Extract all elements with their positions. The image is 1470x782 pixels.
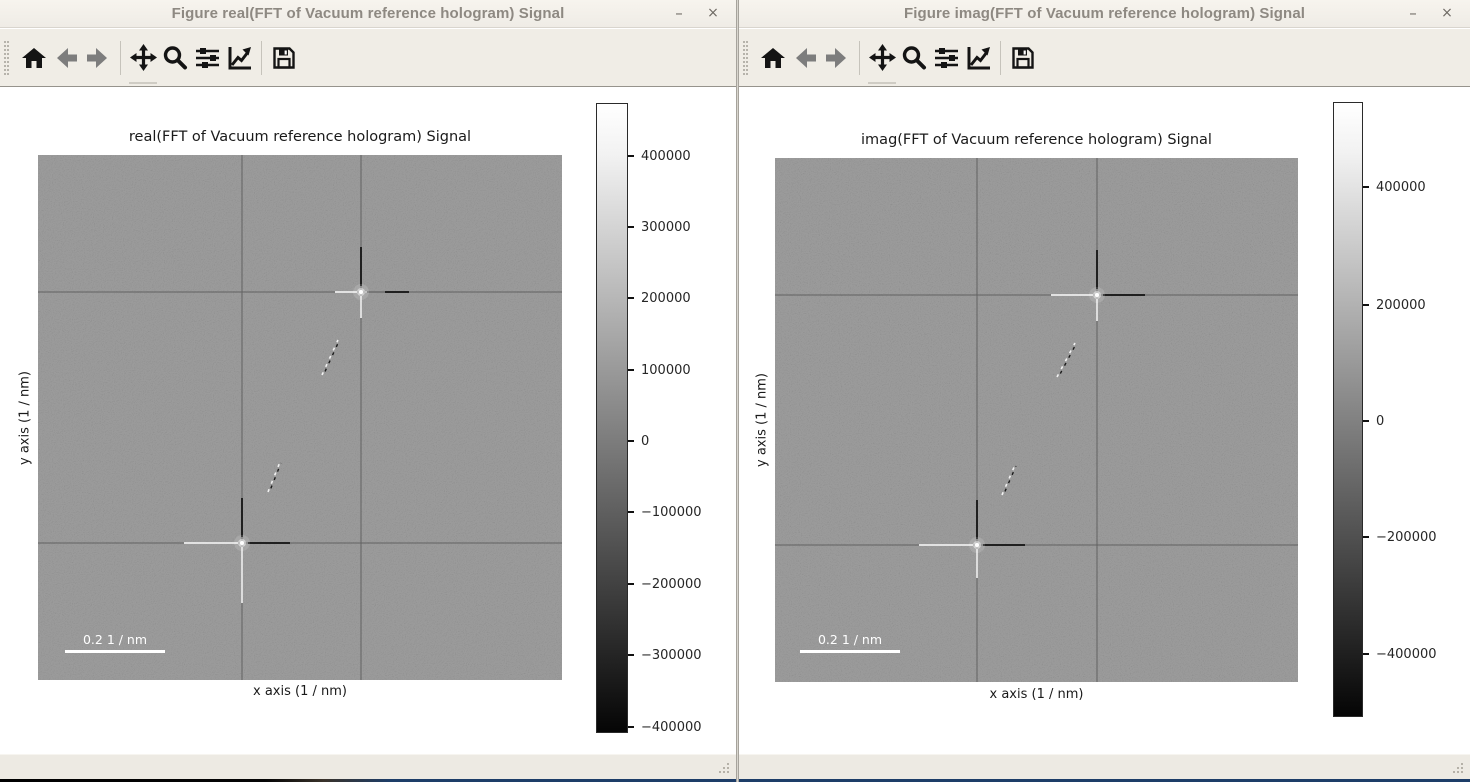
- configure-subplots-button[interactable]: [191, 38, 223, 78]
- home-button[interactable]: [18, 38, 50, 78]
- zoom-icon: [162, 45, 188, 71]
- save-button[interactable]: [1007, 38, 1039, 78]
- save-button[interactable]: [268, 38, 300, 78]
- save-floppy-icon: [271, 45, 297, 71]
- resize-grip[interactable]: [719, 763, 731, 775]
- colorbar-tick: −300000: [628, 647, 702, 663]
- forward-arrow-icon: [85, 45, 111, 71]
- forward-button[interactable]: [821, 38, 853, 78]
- x-axis-label: x axis (1 / nm): [253, 684, 347, 699]
- window-title: Figure imag(FFT of Vacuum reference hologram) Signal: [903, 5, 1306, 22]
- signal-image[interactable]: [775, 158, 1298, 682]
- matplotlib-toolbar: [0, 29, 736, 87]
- colorbar: [596, 103, 628, 733]
- pan-icon: [130, 44, 157, 71]
- zoom-icon: [901, 45, 927, 71]
- customize-plot-button[interactable]: [962, 38, 994, 78]
- colorbar-tick: −400000: [1363, 646, 1437, 662]
- back-arrow-icon: [792, 45, 818, 71]
- figure-canvas[interactable]: [0, 87, 736, 754]
- back-button[interactable]: [50, 38, 82, 78]
- forward-arrow-icon: [824, 45, 850, 71]
- home-icon: [760, 45, 786, 71]
- scalebar: [800, 650, 900, 653]
- sliders-icon: [933, 45, 960, 71]
- colorbar-tick: 200000: [1363, 297, 1426, 313]
- resize-grip[interactable]: [1453, 763, 1465, 775]
- customize-plot-button[interactable]: [223, 38, 255, 78]
- colorbar-tick: 400000: [1363, 179, 1426, 195]
- window-title: Figure real(FFT of Vacuum reference hologram) Signal: [171, 5, 565, 22]
- back-arrow-icon: [53, 45, 79, 71]
- colorbar-tick: 400000: [628, 148, 691, 164]
- colorbar-tick: −200000: [628, 576, 702, 592]
- fft-image-plot: [38, 155, 562, 680]
- fft-image-plot: [775, 158, 1298, 682]
- line-chart-icon: [226, 45, 253, 71]
- colorbar-tick: 0: [628, 433, 649, 449]
- matplotlib-toolbar: [739, 29, 1470, 87]
- plot-title: imag(FFT of Vacuum reference hologram) Signal: [861, 132, 1212, 148]
- figure-canvas[interactable]: [739, 87, 1470, 754]
- toolbar-separator: [859, 41, 860, 75]
- toolbar-separator: [1000, 41, 1001, 75]
- figure-window-imag: [738, 0, 1470, 782]
- status-bar: [0, 754, 736, 779]
- colorbar-tick: 0: [1363, 413, 1384, 429]
- back-button[interactable]: [789, 38, 821, 78]
- colorbar: [1333, 102, 1363, 717]
- plot-title: real(FFT of Vacuum reference hologram) Signal: [128, 129, 472, 145]
- close-button[interactable]: ×: [1441, 5, 1453, 21]
- pan-button[interactable]: [866, 38, 898, 78]
- colorbar-tick: 200000: [628, 290, 691, 306]
- minimize-button[interactable]: –: [1409, 4, 1417, 22]
- zoom-button[interactable]: [159, 38, 191, 78]
- x-axis-label: x axis (1 / nm): [989, 687, 1084, 702]
- titlebar[interactable]: [0, 0, 736, 28]
- signal-image[interactable]: [38, 155, 562, 680]
- line-chart-icon: [965, 45, 992, 71]
- toolbar-separator: [120, 41, 121, 75]
- scalebar: [65, 650, 165, 653]
- y-axis-label: y axis (1 / nm): [17, 371, 33, 465]
- colorbar-tick: −100000: [628, 504, 702, 520]
- save-floppy-icon: [1010, 45, 1036, 71]
- home-button[interactable]: [757, 38, 789, 78]
- forward-button[interactable]: [82, 38, 114, 78]
- toolbar-separator: [261, 41, 262, 75]
- status-bar: [739, 754, 1470, 779]
- scalebar-label: 0.2 1 / nm: [82, 632, 148, 647]
- pan-button[interactable]: [127, 38, 159, 78]
- scalebar-label: 0.2 1 / nm: [817, 632, 883, 647]
- minimize-button[interactable]: –: [675, 4, 683, 22]
- configure-subplots-button[interactable]: [930, 38, 962, 78]
- sliders-icon: [194, 45, 221, 71]
- home-icon: [21, 45, 47, 71]
- colorbar-tick: −200000: [1363, 529, 1437, 545]
- pan-icon: [869, 44, 896, 71]
- toolbar-grip-handle[interactable]: [4, 41, 9, 75]
- zoom-button[interactable]: [898, 38, 930, 78]
- titlebar[interactable]: [739, 0, 1470, 28]
- colorbar-tick: −400000: [628, 719, 702, 735]
- close-button[interactable]: ×: [707, 5, 719, 21]
- colorbar-tick: 100000: [628, 362, 691, 378]
- colorbar-tick: 300000: [628, 219, 691, 235]
- toolbar-grip-handle[interactable]: [743, 41, 748, 75]
- y-axis-label: y axis (1 / nm): [754, 373, 770, 467]
